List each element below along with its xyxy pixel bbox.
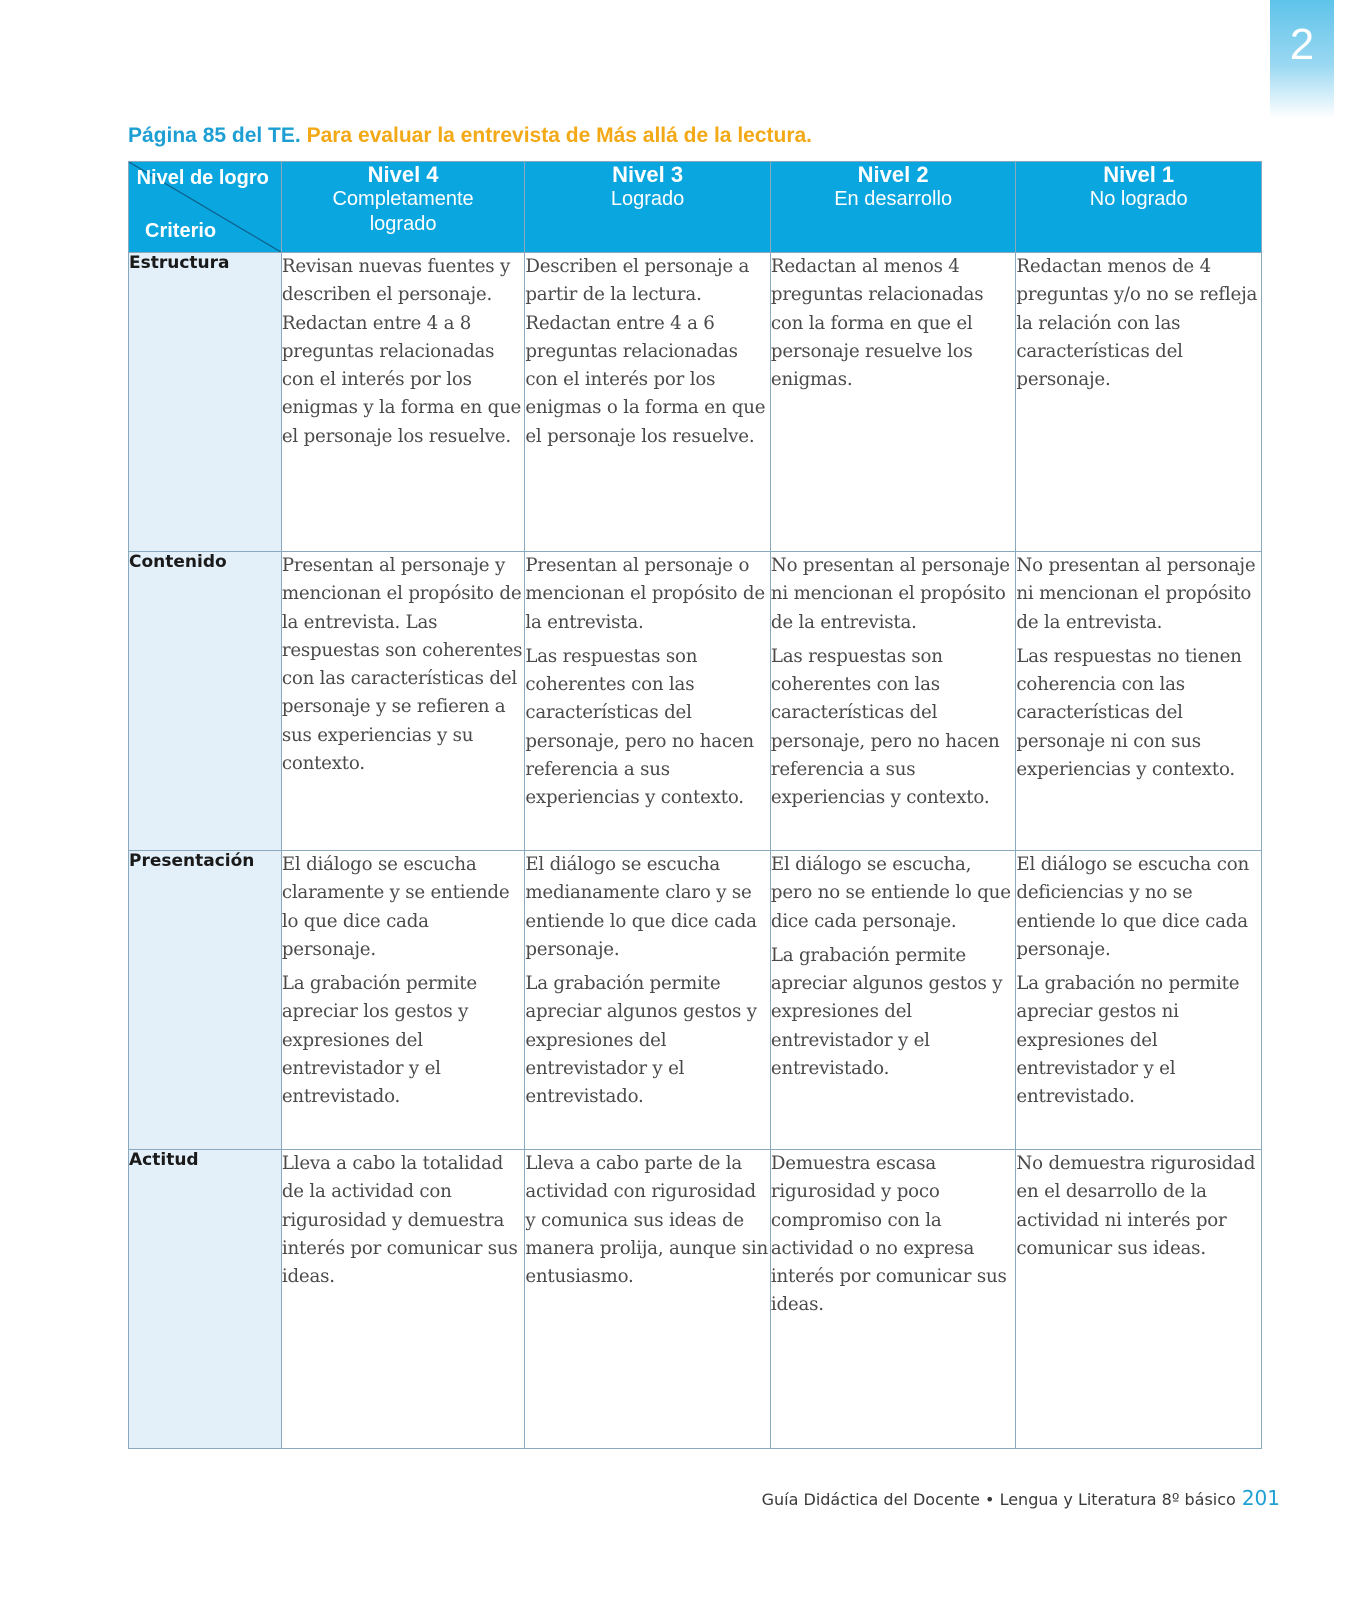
- cell-paragraph: Presentan al personaje y mencionan el propósito de la entrevista. Las respuestas son coherentes con las características del personaje y se refieren a sus experiencias y su contexto.: [281, 555, 523, 775]
- cell-paragraph: Las respuestas son coherentes con las características del personaje, pero no hacen referencia a sus experiencias y contexto.: [525, 645, 754, 809]
- rubric-cell: [770, 552, 1016, 851]
- cell-paragraph: El diálogo se escucha claramente y se entiende lo que dice cada personaje.: [281, 854, 510, 960]
- level-name: Nivel 1: [1103, 162, 1175, 187]
- page-number: 201: [1241, 1486, 1280, 1510]
- rubric-cell: [281, 552, 525, 851]
- cell-paragraph: Revisan nuevas fuentes y describen el personaje. Redactan entre 4 a 8 preguntas relacionadas con el interés por los enigmas y la forma en que el personaje los resuelve.: [281, 256, 522, 447]
- rubric-table: [128, 161, 1262, 1449]
- criterion-label: Contenido: [129, 552, 282, 851]
- corner-criterion-label: Criterio: [145, 220, 217, 242]
- criterion-label: Actitud: [129, 1150, 282, 1449]
- level-header-2: [770, 162, 1016, 253]
- cell-paragraph: No presentan al personaje ni mencionan el propósito de la entrevista.: [770, 555, 1010, 633]
- table-row: [129, 1150, 1262, 1449]
- page-footer: [762, 1486, 1280, 1510]
- rubric-cell: [525, 851, 771, 1150]
- table-row: [129, 552, 1262, 851]
- header-row: [129, 162, 1262, 253]
- page-heading: [128, 124, 812, 148]
- heading-reference: Página 85 del TE.: [128, 124, 301, 147]
- level-name: Nivel 3: [612, 162, 684, 187]
- rubric-cell: [770, 1150, 1016, 1449]
- cell-paragraph: Demuestra escasa rigurosidad y poco compromiso con la actividad o no expresa interés por comunicar sus ideas.: [770, 1153, 1007, 1316]
- table-row: [129, 253, 1262, 552]
- cell-paragraph: La grabación no permite apreciar gestos ni expresiones del entrevistador y el entrevistado.: [1016, 973, 1240, 1108]
- table-row: [129, 851, 1262, 1150]
- chapter-number: 2: [1289, 20, 1315, 69]
- rubric-cell: [770, 851, 1016, 1150]
- cell-paragraph: La grabación permite apreciar los gestos y expresiones del entrevistador y el entrevistado.: [281, 973, 477, 1108]
- level-name: Nivel 2: [857, 162, 929, 187]
- cell-paragraph: No demuestra rigurosidad en el desarrollo de la actividad ni interés por comunicar sus ideas.: [1016, 1153, 1256, 1259]
- cell-paragraph: Las respuestas no tienen coherencia con las características del personaje ni con sus experiencias y contexto.: [1016, 645, 1242, 781]
- level-subtitle: Logrado: [610, 188, 685, 210]
- cell-paragraph: Redactan menos de 4 preguntas y/o no se refleja la relación con las características del personaje.: [1016, 256, 1258, 391]
- cell-paragraph: Redactan al menos 4 preguntas relacionadas con la forma en que el personaje resuelve los enigmas.: [770, 256, 984, 391]
- rubric-cell: [1016, 851, 1262, 1150]
- criterion-label: Presentación: [129, 851, 282, 1150]
- cell-paragraph: La grabación permite apreciar algunos gestos y expresiones del entrevistador y el entrevistado.: [770, 944, 1003, 1080]
- level-header-3: [525, 162, 771, 253]
- heading-description: Para evaluar la entrevista de Más allá de la lectura.: [306, 124, 813, 147]
- cell-paragraph: No presentan al personaje ni mencionan el propósito de la entrevista.: [1016, 555, 1256, 633]
- cell-paragraph: El diálogo se escucha con deficiencias y no se entiende lo que dice cada personaje.: [1016, 854, 1249, 960]
- corner-level-label: Nivel de logro: [136, 167, 269, 189]
- rubric-cell: [1016, 552, 1262, 851]
- level-subtitle: Completamente logrado: [332, 188, 474, 235]
- rubric-cell: [770, 253, 1016, 552]
- level-name: Nivel 4: [367, 162, 439, 187]
- cell-paragraph: El diálogo se escucha medianamente claro y se entiende lo que dice cada personaje.: [525, 854, 757, 960]
- cell-paragraph: Las respuestas son coherentes con las características del personaje, pero no hacen referencia a sus experiencias y contexto.: [770, 645, 1000, 809]
- level-subtitle: En desarrollo: [834, 188, 953, 210]
- rubric-cell: [525, 253, 771, 552]
- cell-paragraph: Lleva a cabo parte de la actividad con rigurosidad y comunica sus ideas de manera prolija, aunque sin entusiasmo.: [525, 1153, 769, 1288]
- cell-paragraph: La grabación permite apreciar algunos gestos y expresiones del entrevistador y el entrevistado.: [525, 973, 757, 1108]
- corner-header: [129, 162, 282, 253]
- cell-paragraph: El diálogo se escucha, pero no se entiende lo que dice cada personaje.: [770, 854, 1011, 932]
- cell-paragraph: Lleva a cabo la totalidad de la actividad con rigurosidad y demuestra interés por comunicar sus ideas.: [281, 1153, 518, 1288]
- chapter-tab: [1270, 0, 1334, 118]
- cell-paragraph: Describen el personaje a partir de la lectura. Redactan entre 4 a 6 preguntas relacionadas con el interés por los enigmas o la forma en que el personaje los resuelve.: [525, 256, 766, 447]
- rubric-cell: [1016, 1150, 1262, 1449]
- rubric-cell: [281, 253, 525, 552]
- rubric-cell: [1016, 253, 1262, 552]
- level-subtitle: No logrado: [1089, 188, 1188, 210]
- cell-paragraph: Presentan al personaje o mencionan el propósito de la entrevista.: [525, 555, 765, 633]
- level-header-1: [1016, 162, 1262, 253]
- rubric-cell: [525, 552, 771, 851]
- rubric-cell: [281, 1150, 525, 1449]
- level-header-4: [281, 162, 525, 253]
- criterion-label: Estructura: [129, 253, 282, 552]
- rubric-cell: [525, 1150, 771, 1449]
- footer-text: Guía Didáctica del Docente • Lengua y Literatura 8º básico: [761, 1490, 1236, 1509]
- rubric-cell: [281, 851, 525, 1150]
